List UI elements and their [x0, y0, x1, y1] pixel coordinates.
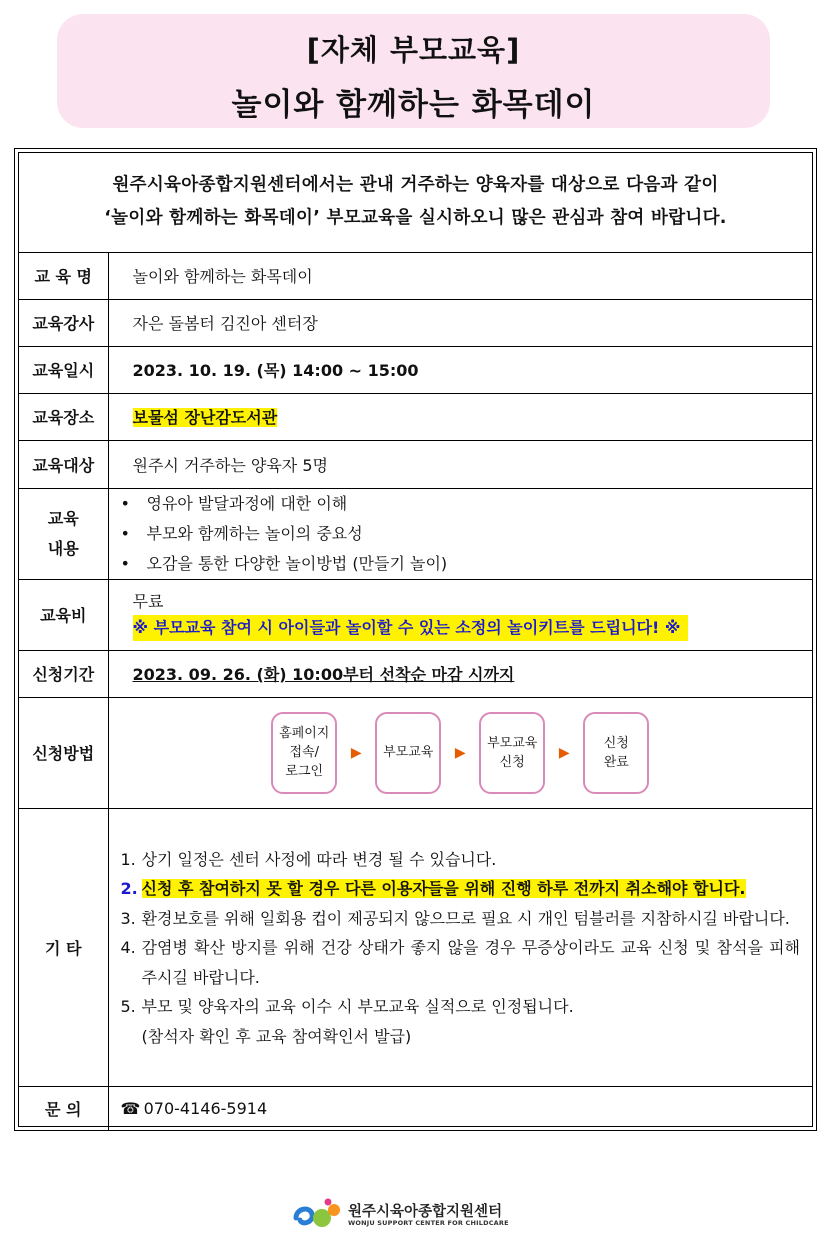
intro-line-1: 원주시육아종합지원센터에서는 관내 거주하는 양육자를 대상으로 다음과 같이	[112, 175, 719, 196]
step-homepage-login: 홈페이지 접속/ 로그인	[271, 712, 337, 794]
label-datetime: 교육일시	[19, 346, 108, 393]
step-apply: 부모교육 신청	[479, 712, 545, 794]
footer-logo	[292, 1196, 522, 1232]
notice-frame	[14, 148, 817, 1131]
value-name: 놀이와 함께하는 화목데이	[108, 252, 812, 299]
list-item: 2. 신청 후 참여하지 못 할 경우 다른 이용자들을 위해 진행 하루 전까지 취소해야 합니다.	[120, 879, 746, 899]
etc-list	[109, 839, 813, 1056]
list-item: • 영유아 발달과정에 대한 이해	[121, 489, 813, 519]
list-item: 3. 환경보호를 위해 일회용 컵이 제공되지 않으므로 필요 시 개인 텀블러를 지참하시길 바랍니다.	[120, 908, 790, 928]
arrow-right-icon: ▶	[454, 744, 466, 761]
label-instructor: 교육강사	[19, 299, 108, 346]
label-method: 신청방법	[19, 697, 108, 808]
label-place: 교육장소	[19, 393, 108, 440]
label-content-line2: 내용	[47, 538, 79, 558]
row-etc	[19, 808, 812, 1086]
step-complete: 신청 완료	[583, 712, 649, 794]
banner-title: 놀이와 함께하는 화목데이	[231, 87, 596, 123]
value-place: 보물섬 장난감도서관	[132, 408, 278, 427]
value-datetime: 2023. 10. 19. (목) 14:00 ~ 15:00	[108, 346, 812, 393]
list-item: 4. 감염병 확산 방지를 위해 건강 상태가 좋지 않을 경우 무증상이라도 교육 신청 및 참석을 피해주시길 바랍니다.	[120, 938, 800, 987]
label-name: 교 육 명	[19, 252, 108, 299]
org-name-en: WONJU SUPPORT CENTER FOR CHILDCARE	[348, 1219, 509, 1227]
arrow-right-icon: ▶	[558, 744, 570, 761]
row-place	[19, 393, 812, 440]
notice-table	[19, 153, 812, 1130]
intro-text	[19, 153, 812, 252]
notice-table-wrap	[18, 152, 813, 1127]
title-banner	[57, 14, 770, 128]
banner-category: [자체 부모교육]	[306, 33, 521, 67]
row-fee	[19, 579, 812, 650]
value-target: 원주시 거주하는 양육자 5명	[108, 440, 812, 488]
row-target	[19, 440, 812, 488]
step-parent-edu: 부모교육	[375, 712, 441, 794]
value-instructor: 자은 돌봄터 김진아 센터장	[108, 299, 812, 346]
label-contact: 문 의	[19, 1086, 108, 1130]
phone-icon: ☎	[120, 1098, 141, 1118]
value-fee: 무료	[132, 591, 164, 611]
row-name	[19, 252, 812, 299]
label-fee: 교육비	[19, 579, 108, 650]
label-content-line1: 교육	[47, 508, 79, 528]
intro-line-2: ‘놀이와 함께하는 화목데이’ 부모교육을 실시하오니 많은 관심과 참여 바랍니다.	[104, 208, 727, 229]
row-instructor	[19, 299, 812, 346]
content-list	[109, 489, 813, 579]
row-datetime	[19, 346, 812, 393]
list-item: • 오감을 통한 다양한 놀이방법 (만들기 놀이)	[121, 549, 813, 579]
label-content	[19, 488, 108, 579]
list-item: • 부모와 함께하는 놀이의 중요성	[121, 519, 813, 549]
org-logo-icon	[292, 1196, 344, 1232]
application-steps	[109, 712, 813, 794]
list-item: 1. 상기 일정은 센터 사정에 따라 변경 될 수 있습니다.	[120, 849, 497, 869]
label-period: 신청기간	[19, 650, 108, 697]
row-content	[19, 488, 812, 579]
etc-sub-note: (참석자 확인 후 교육 참여확인서 발급)	[141, 1026, 412, 1046]
arrow-right-icon: ▶	[350, 744, 362, 761]
org-name-ko: 원주시육아종합지원센터	[348, 1204, 503, 1220]
contact-phone: 070-4146-5914	[143, 1098, 268, 1118]
row-method	[19, 697, 812, 808]
label-etc: 기 타	[19, 808, 108, 1086]
value-period: 2023. 09. 26. (화) 10:00부터 선착순 마감 시까지	[132, 665, 515, 684]
label-target: 교육대상	[19, 440, 108, 488]
row-period	[19, 650, 812, 697]
row-contact	[19, 1086, 812, 1130]
list-item: 5. 부모 및 양육자의 교육 이수 시 부모교육 실적으로 인정됩니다. (참석자 확인 후 교육 참여확인서 발급)	[120, 997, 574, 1046]
fee-note: ※ 부모교육 참여 시 아이들과 놀이할 수 있는 소정의 놀이키트를 드립니다! ※	[133, 615, 689, 641]
